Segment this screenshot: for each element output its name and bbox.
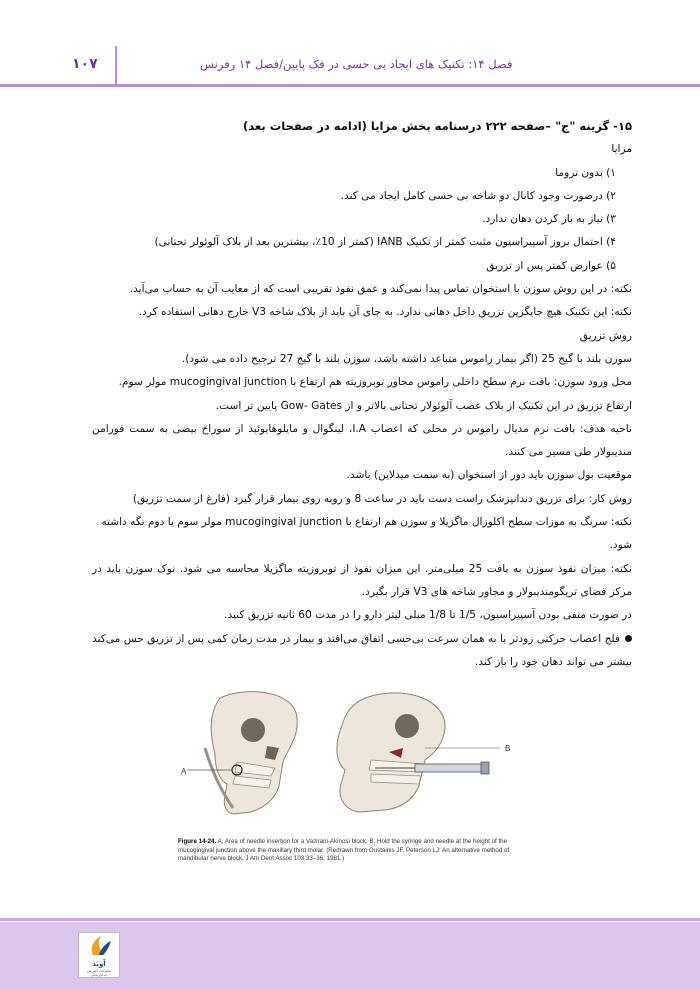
page-number: ۱۰۷ [72,56,98,72]
needle-paragraph: سوزن بلند با گیج 25 (اگر بیمار راموس متباعد داشته باشد، سوزن بلند با گیج 27 ترجیح داده می شود). [181,352,632,365]
bullet-icon [625,635,632,642]
aspiration-paragraph: در صورت منفی بودن آسپیراسیون، 1/5 تا 1/8 میلی لیتر دارو را در مدت 60 ثانیه تزریق کنید. [224,609,632,622]
target-paragraph: ناحیه هدف: بافت نرم مدیال راموس در محلی که اعصاب I.A، لینگوال و مایلوهایوئید از سوراخ بیضی به سمت فورامن مندیبولار طی مسیر می کنند. [92,422,632,459]
main-content [92,115,632,674]
bullet-text: فلج اعصاب حرکتی زودتر یا به همان سرعت بی‌حسی اتفاق می‌افتد و بیمار در مدت زمان کمی پس از تزریق حس می‌کند بیشتر می تواند دهان خود را باز کند. [92,632,632,668]
entry-paragraph: محل ورود سوزن: بافت نرم سطح داخلی راموس مجاور توبروزیته هم ارتفاع با mucogingival junction مولر سوم. [118,376,632,389]
section-heading: ۱۵- گزینه "ج" –صفحه ۲۲۲ درسنامه بخش مزایا (ادامه در صفحات بعد) [242,119,632,133]
caption-label: Figure 14-24. [178,838,217,845]
logo-text: آوید [92,960,106,968]
figure-label-b: B [505,744,511,753]
advantage-item: ۲) درصورت وجود کانال دو شاخه بی حسی کامل ایجاد می کند. [340,189,616,202]
header-divider [115,46,117,84]
publisher-logo [78,932,120,978]
footer-rule [0,918,700,921]
figure-caption [178,838,523,864]
procedure-paragraph: روش کار: برای تزریق دندانپزشک راست دست باید در ساعت 8 و روبه روی بیمار قرار گیرد (فارغ از سمت تزریق) [132,492,632,505]
note-paragraph: نکته: در این روش سوزن با استخوان تماس پیدا نمی‌کند و عمق نفوذ تقریبی است که از معایب آن به حساب می‌آید. [129,283,632,296]
skull-illustration [175,688,525,833]
skull-b-drawing [337,693,500,812]
note-paragraph: نکته: میزان نفوذ سوزن به بافت 25 میلی‌متر. این میزان نفوذ از توبروزیته ماگزیلا محاسبه می شود. نوک سوزن باید در مرکز فضای تریگومندیبولار و مجاور شاخه های V3 قرار بگیرد. [92,562,632,598]
caption-text: A, Area of needle insertion for a Vazirani-Akinosi block. B, Hold the syringe and needle at the height of the mucogingival junction above the maxillary third molar. (Redrawn from Gustainis JF, Peterson LJ: An alternative method of mandibular nerve block, J Am Dent Assoc 103:33–36, 1981.) [178,838,510,863]
logo-subtext: پیشرفت آموزش دندانپزشکی [87,969,111,977]
figure-label-a: A [181,767,187,776]
advantage-item: ۴) احتمال بروز آسپیراسیون مثبت کمتر از تکنیک IANB (کمتر از 10٪، بیشترین بعد از بلاک آلوئولر تحتانی) [154,236,616,249]
height-paragraph: ارتفاع تزریق در این تکنیک از بلاک عصب آلوئولار تحتانی بالاتر و از Gow- Gates پایین تر است. [215,399,632,412]
bevel-paragraph: موقعیت بول سوزن باید دور از استخوان (به سمت میدلاین) باشد. [346,469,632,482]
header-rule [0,84,700,87]
injection-label: روش تزریق [579,329,632,342]
advantage-item: ۱) بدون تروما [555,166,616,179]
logo-icon [79,933,119,959]
advantage-item: ۵) عوارض کمتر پس از تزریق [486,259,616,272]
advantage-item: ۳) نیاز به باز کردن دهان ندارد. [482,213,616,226]
skull-a-drawing [187,692,297,814]
chapter-title: فصل ۱۴: تکنیک های ایجاد بی حسی در فک پایین/فصل ۱۴ رفرنس [200,57,513,71]
figure-illustration [175,688,525,833]
bullet-paragraph [92,628,632,675]
note-paragraph: نکته: این تکنیک هیچ جایگزین تزریق داخل دهانی ندارد. به جای آن باید از بلاک شاخه V3 خارج دهانی استفاده کرد. [138,306,632,319]
note-paragraph: نکته: سرنگ به موزات سطح اکلوزال ماگزیلا و سوزن هم ارتفاع با mucogingival junction مولر سوم یا دوم نگه داشته شود. [101,516,632,552]
page-header [0,0,700,86]
advantages-label: مزایا [611,143,632,156]
